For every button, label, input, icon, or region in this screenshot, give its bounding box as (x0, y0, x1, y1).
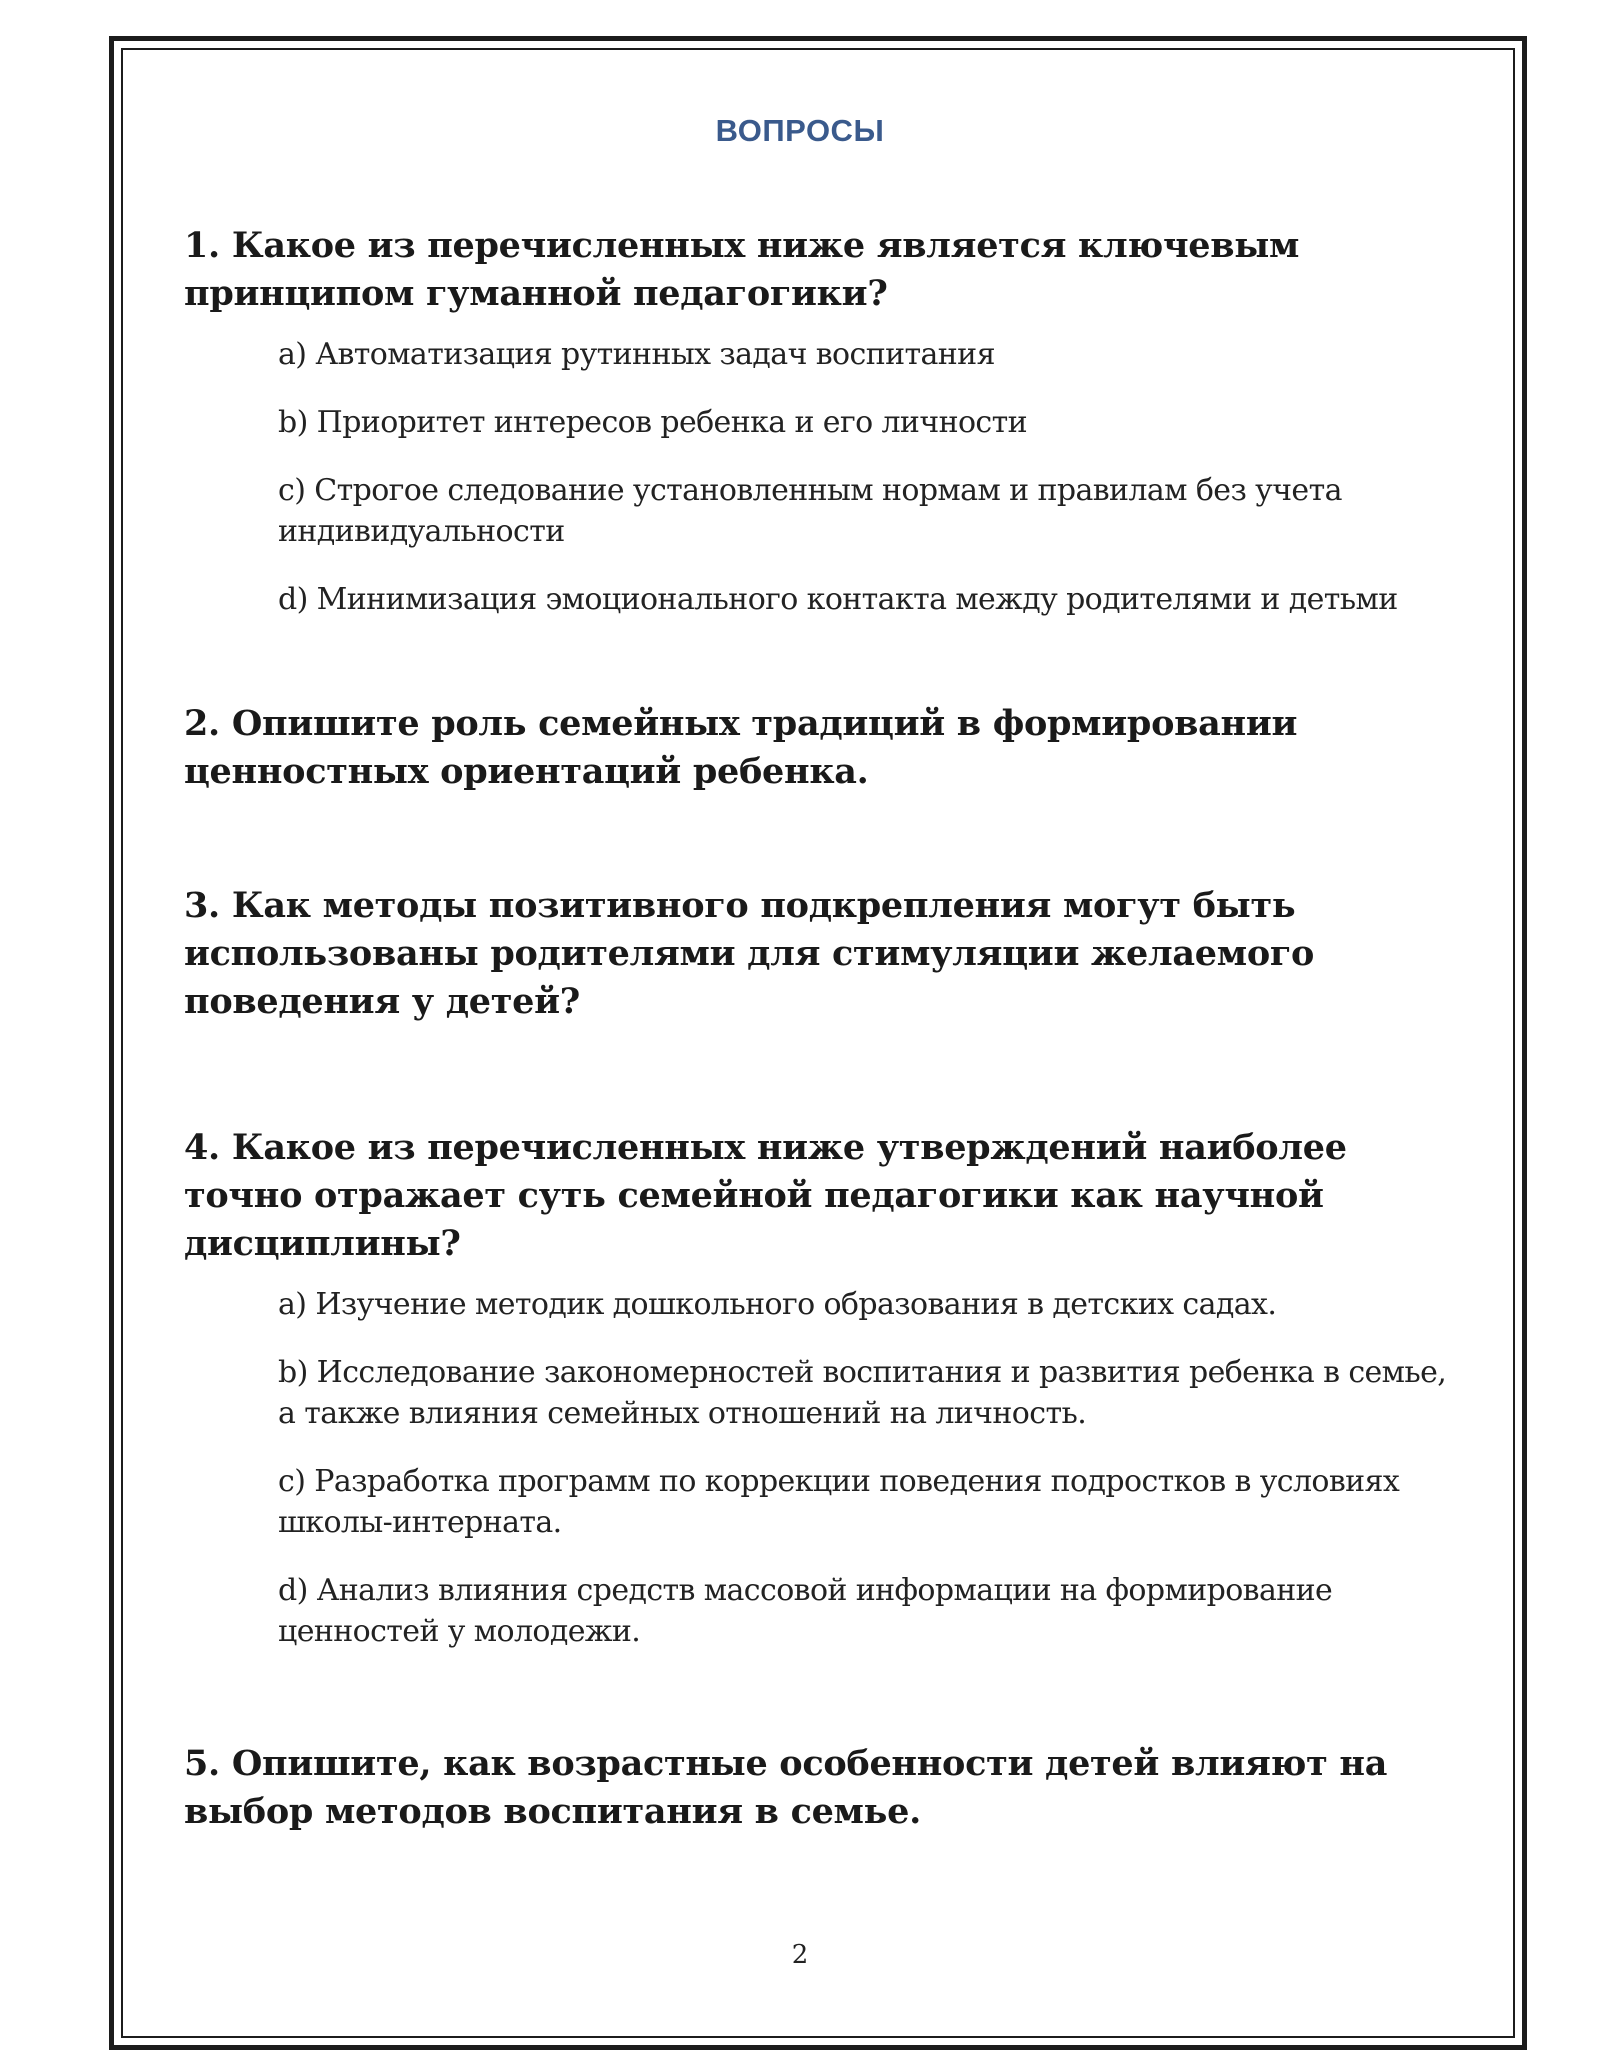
answer-option-d: d) Анализ влияния средств массовой информации на формирование ценностей у молодежи. (278, 1573, 1333, 1649)
question-2 (184, 700, 1454, 796)
question-text: 2. Опишите роль семейных традиций в формировании ценностных ориентаций ребенка. (184, 703, 1298, 792)
question-1 (184, 222, 1454, 620)
answer-option-a: a) Автоматизация рутинных задач воспитания (278, 337, 995, 372)
question-text: 5. Опишите, как возрастные особенности детей влияют на выбор методов воспитания в семье. (184, 1743, 1388, 1832)
answer-option-b: b) Исследование закономерностей воспитания и развития ребенка в семье, а также влияния семейных отношений на личность. (278, 1355, 1447, 1431)
question-text: 4. Какое из перечисленных ниже утверждений наиболее точно отражает суть семейной педагогики как научной дисциплины? (184, 1127, 1347, 1264)
answer-option-d: d) Минимизация эмоционального контакта между родителями и детьми (278, 582, 1398, 617)
page-number: 2 (791, 1940, 809, 1970)
answer-options (278, 1284, 1454, 1652)
question-text: 3. Как методы позитивного подкрепления могут быть использованы родителями для стимуляции желаемого поведения у детей? (184, 885, 1315, 1022)
question-4 (184, 1124, 1454, 1652)
answer-option-c: c) Разработка программ по коррекции поведения подростков в условиях школы-интерната. (278, 1464, 1400, 1540)
answer-option-b: b) Приоритет интересов ребенка и его личности (278, 405, 1028, 440)
answer-options (278, 334, 1454, 620)
questions-list (184, 222, 1454, 1836)
question-5 (184, 1740, 1454, 1836)
question-text: 1. Какое из перечисленных ниже является ключевым принципом гуманной педагогики? (184, 225, 1300, 314)
page-heading: ВОПРОСЫ (715, 113, 885, 148)
question-3 (184, 882, 1454, 1026)
answer-option-c: c) Строгое следование установленным нормам и правилам без учета индивидуальности (278, 473, 1342, 549)
answer-option-a: a) Изучение методик дошкольного образования в детских садах. (278, 1287, 1277, 1322)
